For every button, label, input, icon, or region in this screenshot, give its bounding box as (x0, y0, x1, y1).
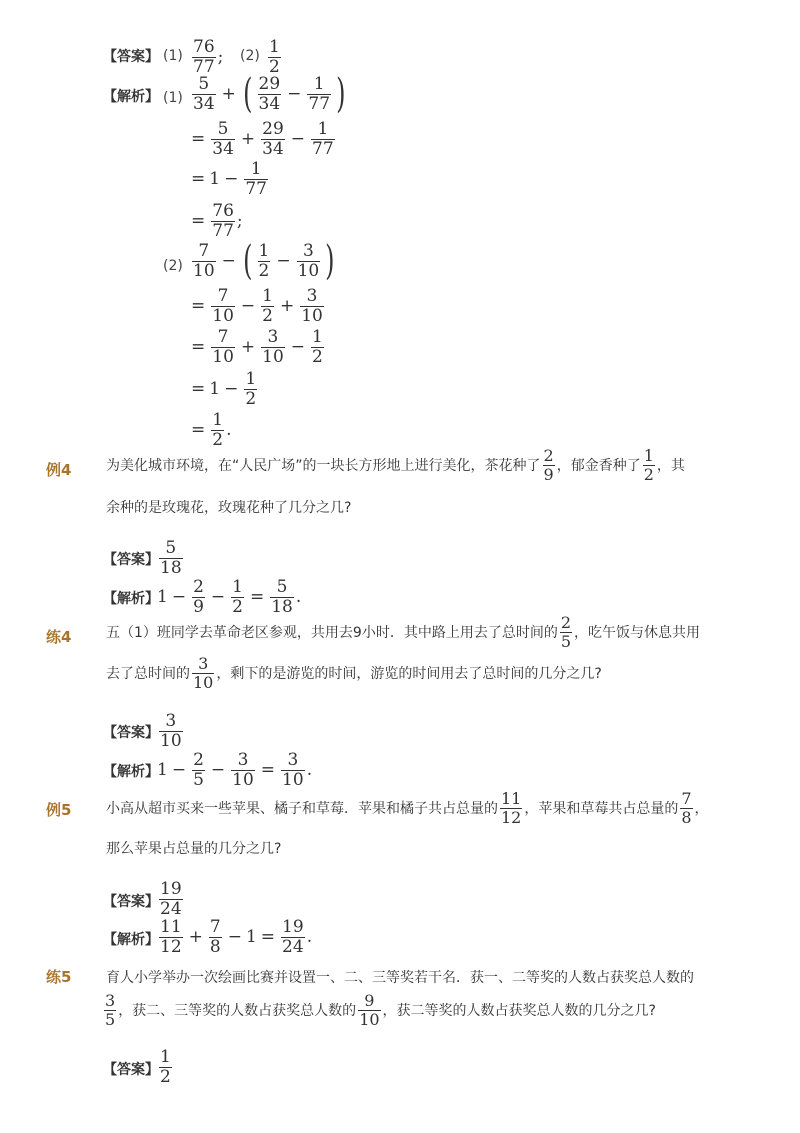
math-line: = $\frac{7}{10}$ + $\frac{3}{10}$ − $\frac{1}{2}$ (191, 327, 323, 367)
analysis-label: 【解析】 (103, 932, 159, 948)
math-line: = 1 − $\frac{1}{77}$ (191, 159, 267, 199)
part-label: (1) (163, 90, 183, 106)
math-line: $\frac{5}{34}$ + ( $\frac{29}{34}$ − $\frac{1}{77}$ ) (193, 71, 346, 117)
question-line: $\frac{3}{5}$ ，获二、三等奖的人数占获奖总人数的 $\frac{9}{10}$ ，获二等奖的人数占获奖总人数的几分之几? (105, 991, 656, 1029)
question-line: 小高从超市买来一些苹果、橘子和草莓．苹果和橘子共占总量的 $\frac{11}{12}$ ，苹果和草莓共占总量的 $\frac{7}{8}$ ， (106, 789, 709, 827)
part-label: (2) (240, 48, 260, 64)
question-line: 为美化城市环境，在“人民广场”的一块长方形地上进行美化，茶花种了 $\frac{2}{9}$ ，郁金香种了 $\frac{1}{2}$ ，其 (106, 446, 685, 484)
part-label: (1) (163, 48, 183, 64)
example-tag: 例4 (46, 461, 72, 479)
question-line: 余种的是玫瑰花，玫瑰花种了几分之几? (106, 500, 352, 516)
math-line: = $\frac{7}{10}$ − $\frac{1}{2}$ + $\frac{3}{10}$ (191, 286, 323, 326)
answer-math: $\frac{1}{2}$ (269, 37, 280, 77)
math-line: = 1 − $\frac{1}{2}$ (191, 369, 257, 409)
math-line: = $\frac{1}{2}$ . (191, 410, 232, 450)
answer-math: $\frac{1}{2}$ (160, 1047, 171, 1087)
answer-label: 【答案】 (103, 894, 159, 910)
math-line: 1 − $\frac{2}{5}$ − $\frac{3}{10}$ = $\frac{3}{10}$ . (157, 750, 313, 790)
question-line: 五（1）班同学去革命老区参观，共用去9小时．其中路上用去了总时间的 $\frac{2}{5}$ ，吃午饭与休息共用 (106, 613, 701, 651)
example-tag: 例5 (46, 801, 72, 819)
answer-label: 【答案】 (103, 1062, 159, 1078)
part-label: (2) (163, 258, 183, 274)
math-line: $\frac{11}{12}$ + $\frac{7}{8}$ − 1 = $\frac{19}{24}$ . (160, 917, 313, 957)
answer-math: $\frac{3}{10}$ (160, 711, 182, 751)
analysis-label: 【解析】 (103, 89, 159, 105)
practice-tag: 练5 (46, 968, 72, 986)
math-line: = $\frac{5}{34}$ + $\frac{29}{34}$ − $\frac{1}{77}$ (191, 119, 334, 159)
answer-math: $\frac{19}{24}$ (160, 879, 182, 919)
answer-math: $\frac{5}{18}$ (160, 538, 182, 578)
question-line: 去了总时间的 $\frac{3}{10}$ ，剩下的是游览的时间，游览的时间用去了总时间的几分之几? (106, 654, 602, 692)
math-line: $\frac{7}{10}$ − ( $\frac{1}{2}$ − $\frac{3}{10}$ ) (193, 238, 335, 284)
math-line: 1 − $\frac{2}{9}$ − $\frac{1}{2}$ = $\frac{5}{18}$ . (157, 577, 302, 617)
analysis-label: 【解析】 (103, 591, 159, 607)
analysis-label: 【解析】 (103, 764, 159, 780)
math-line: = $\frac{76}{77}$ ; (191, 201, 243, 241)
question-line: 那么苹果占总量的几分之几? (106, 841, 282, 857)
answer-label: 【答案】 (103, 552, 159, 568)
practice-tag: 练4 (46, 628, 72, 646)
answer-label: 【答案】 (103, 49, 159, 65)
question-line: 育人小学举办一次绘画比赛并设置一、二、三等奖若干名．获一、二等奖的人数占获奖总人数的 (106, 970, 694, 986)
answer-label: 【答案】 (103, 725, 159, 741)
answer-math: $\frac{76}{77}$ ; (193, 37, 224, 77)
